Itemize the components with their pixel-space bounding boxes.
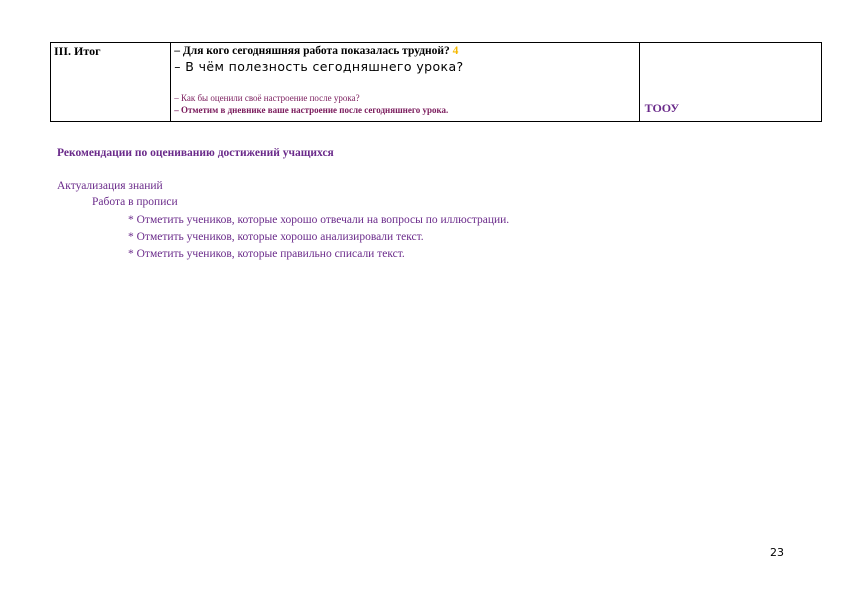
lesson-table — [50, 42, 822, 122]
stage-title: III. Итог — [54, 44, 101, 58]
notes-cell — [639, 43, 821, 122]
question-diary: – Отметим в дневнике ваше настроение после сегодняшнего урока. — [174, 105, 449, 115]
table-row — [51, 43, 822, 122]
list-item: * Отметить учеников, которые хорошо анализировали текст. — [128, 231, 424, 243]
question-difficulty — [174, 44, 635, 58]
list-item: * Отметить учеников, которые хорошо отвечали на вопросы по иллюстрации. — [128, 214, 510, 226]
list-item: * Отметить учеников, которые правильно списали текст. — [128, 248, 405, 260]
questions-cell — [171, 43, 639, 122]
question-difficulty-text: – Для кого сегодняшняя работа показалась трудной? — [174, 45, 450, 57]
section-title: Актуализация знаний — [57, 180, 163, 192]
question-mood: – Как бы оценили своё настроение после урока? — [174, 93, 360, 103]
page-number: 23 — [770, 546, 784, 559]
tooy-label: ТООУ — [644, 101, 680, 115]
recommendations-heading: Рекомендации по оцениванию достижений учащихся — [57, 147, 334, 159]
question-number-badge: 4 — [452, 45, 459, 57]
question-usefulness: – В чём полезность сегодняшнего урока? — [174, 59, 464, 74]
subsection-title: Работа в прописи — [92, 196, 178, 208]
stage-cell — [51, 43, 171, 122]
